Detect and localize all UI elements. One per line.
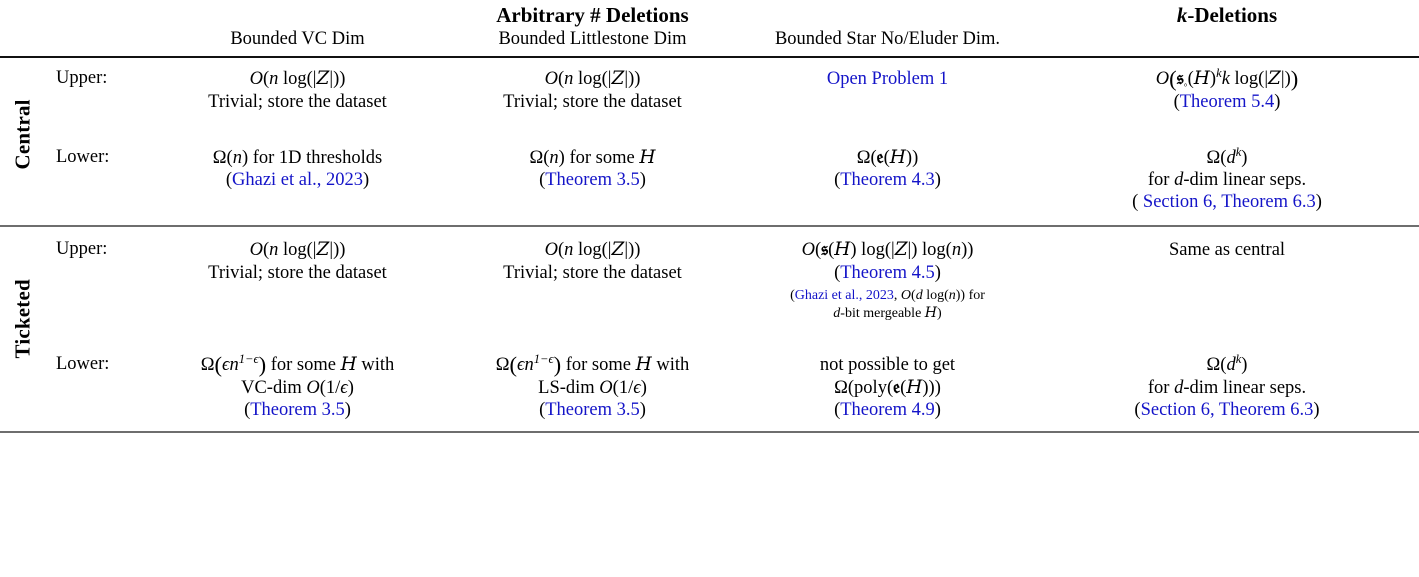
row-section-label-ticketed — [0, 227, 46, 432]
cell-formula: $O(𝔰_◦(H)^kk$ log(|Z|)) — [1155, 65, 1299, 93]
row-section-label-central — [0, 58, 46, 226]
reference-link-theorem-3-5: Theorem 3.5 — [250, 399, 345, 420]
cell-reference[interactable]: (Theorem 3.5) — [539, 399, 646, 420]
reference-link-theorem-5-4: Theorem 5.4 — [1179, 91, 1275, 112]
cell-formula: $\Omega(\epsilon n^{1-\epsilon})$ for some H with — [495, 351, 690, 377]
cell-reference[interactable]: (Ghazi et al., 2023) — [225, 169, 370, 190]
cell-note: VC-dim O(1/ϵ) — [241, 377, 354, 398]
table-row-central-upper — [0, 58, 1419, 112]
bound-label-lower-central: Lower: — [56, 146, 110, 167]
cell-ticketed-lower-littlestone — [445, 322, 740, 432]
rule-bottom — [0, 432, 1419, 433]
cell-formula: not possible to get — [819, 355, 956, 376]
column-header-row — [0, 28, 1419, 57]
cell-ticketed-upper-littlestone — [445, 227, 740, 322]
cell-formula: O(n log(|Z|)) — [249, 68, 346, 90]
cell-formula: $\Omega(d^k)$ — [1206, 144, 1248, 168]
cell-central-lower-vc — [150, 113, 445, 227]
cell-central-upper-vc — [150, 58, 445, 112]
cell-ticketed-upper-star — [740, 227, 1035, 322]
cell-reference[interactable]: ( Section 6, Theorem 6.3) — [1132, 192, 1322, 213]
cell-central-lower-littlestone — [445, 113, 740, 227]
bound-label-lower-ticketed: Lower: — [56, 354, 110, 375]
cell-formula: O(n log(|Z|)) — [544, 239, 641, 261]
table-row-central-lower — [0, 113, 1419, 227]
group-header-arbitrary — [150, 0, 1035, 28]
cell-formula: Ω(𝔢(H)) — [856, 146, 919, 168]
reference-link-theorem-3-5: Theorem 3.5 — [545, 169, 640, 190]
table-row-ticketed-upper — [0, 227, 1419, 322]
cell-formula: Ω(n) for some H — [529, 146, 656, 168]
group-header-arbitrary-label: Arbitrary # Deletions — [496, 3, 689, 27]
reference-link-ghazi-2023: Ghazi et al., 2023 — [232, 169, 363, 190]
colhead-spacer-bound — [46, 28, 150, 57]
cell-note: Trivial; store the dataset — [503, 262, 682, 283]
cell-reference[interactable]: (Theorem 3.5) — [539, 169, 646, 190]
reference-link-open-problem-1[interactable]: Open Problem 1 — [826, 69, 949, 90]
cell-central-upper-star — [740, 58, 1035, 112]
reference-link-ghazi-2023: Ghazi et al., 2023 — [794, 287, 894, 303]
column-header-star-eluder: Bounded Star No/Eluder Dim. — [774, 29, 1001, 50]
cell-ticketed-upper-kdeletions — [1035, 227, 1419, 322]
cell-central-lower-star — [740, 113, 1035, 227]
row-section-label-ticketed-text: Ticketed — [10, 278, 35, 359]
cell-ticketed-lower-vc — [150, 322, 445, 432]
bound-label-upper-ticketed: Upper: — [56, 239, 108, 260]
row-section-label-central-text: Central — [10, 99, 35, 170]
cell-reference[interactable]: (Section 6, Theorem 6.3) — [1134, 399, 1320, 420]
cell-reference[interactable]: (Theorem 4.3) — [834, 169, 941, 190]
cell-ticketed-lower-star — [740, 322, 1035, 432]
cell-reference[interactable]: (Theorem 4.9) — [834, 399, 941, 420]
cell-formula: $\Omega(d^k)$ — [1206, 352, 1248, 376]
reference-link-theorem-3-5: Theorem 3.5 — [545, 399, 640, 420]
cell-formula: $\Omega(\epsilon n^{1-\epsilon})$ for some H with — [200, 351, 395, 377]
group-header-kdeletions — [1035, 0, 1419, 28]
cell-note: Trivial; store the dataset — [208, 91, 387, 112]
header-spacer-bound — [46, 0, 150, 28]
cell-central-lower-kdeletions — [1035, 113, 1419, 227]
cell-formula: O(n log(|Z|)) — [249, 239, 346, 261]
cell-note: Ω(poly(𝔢(H))) — [834, 376, 941, 398]
cell-subnote[interactable]: (Ghazi et al., 2023, O(d log(n)) for d-bit mergeable H) — [790, 287, 985, 321]
cell-note: Trivial; store the dataset — [208, 262, 387, 283]
cell-formula: Ω(n) for 1D thresholds — [212, 147, 383, 168]
bound-label-upper-central: Upper: — [56, 68, 108, 89]
cell-reference[interactable]: (Theorem 5.4) — [1173, 91, 1281, 112]
table-row-ticketed-lower — [0, 322, 1419, 432]
cell-note: LS-dim O(1/ϵ) — [538, 377, 647, 398]
column-header-vc: Bounded VC Dim — [230, 29, 365, 50]
column-header-kdeletions-empty — [1035, 28, 1419, 57]
reference-link-theorem-4-9: Theorem 4.9 — [840, 399, 935, 420]
cell-formula: O(n log(|Z|)) — [544, 68, 641, 90]
group-header-kdeletions-label: k-Deletions — [1176, 3, 1278, 27]
cell-note: for d-dim linear seps. — [1147, 377, 1307, 398]
group-header-row — [0, 0, 1419, 28]
reference-link-section-6-theorem-6-3: Section 6, Theorem 6.3 — [1142, 192, 1316, 213]
reference-link-section-6-theorem-6-3: Section 6, Theorem 6.3 — [1140, 399, 1314, 420]
cell-central-upper-littlestone — [445, 58, 740, 112]
cell-note: Trivial; store the dataset — [503, 91, 682, 112]
reference-link-theorem-4-5: Theorem 4.5 — [840, 262, 935, 283]
cell-reference[interactable]: (Theorem 3.5) — [244, 399, 351, 420]
colhead-spacer-rowlabel — [0, 28, 46, 57]
cell-formula: O(𝔰(H) log(|Z|) log(n)) — [801, 239, 974, 261]
cell-central-upper-kdeletions — [1035, 58, 1419, 112]
cell-ticketed-upper-vc — [150, 227, 445, 322]
header-spacer-rowlabel — [0, 0, 46, 28]
reference-link-theorem-4-3: Theorem 4.3 — [840, 169, 935, 190]
cell-note: for d-dim linear seps. — [1147, 169, 1307, 190]
cell-formula: Same as central — [1168, 240, 1286, 261]
column-header-littlestone: Bounded Littlestone Dim — [498, 29, 687, 50]
cell-ticketed-lower-kdeletions — [1035, 322, 1419, 432]
cell-reference[interactable]: (Theorem 4.5) — [834, 262, 941, 283]
